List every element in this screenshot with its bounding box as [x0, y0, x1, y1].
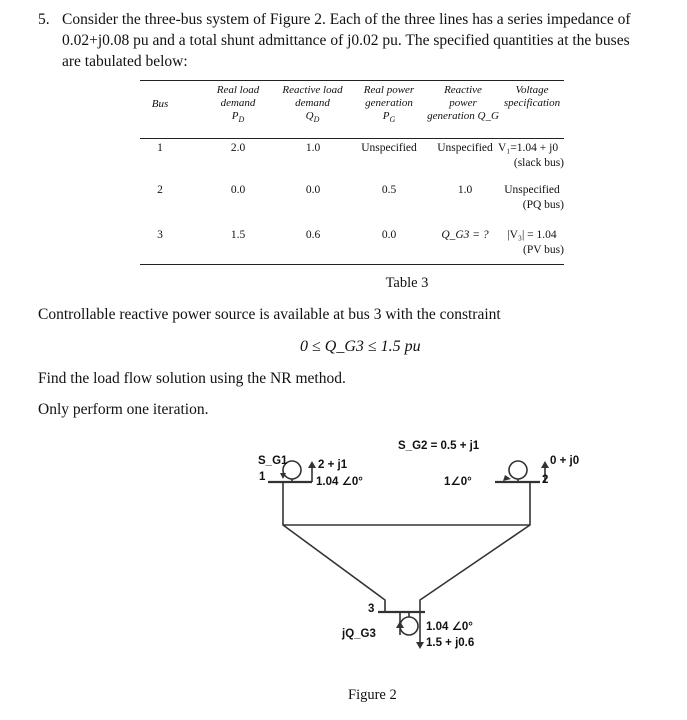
- row3-bus-type: (PV bus): [522, 244, 564, 256]
- header-qg: Reactive power generation Q_G: [427, 84, 499, 122]
- header-bus: Bus: [151, 98, 169, 110]
- row2-qg: 1.0: [457, 184, 473, 196]
- row2-pd: 0.0: [230, 184, 246, 196]
- row1-bus-type: (slack bus): [513, 157, 564, 169]
- row3-pg: 0.0: [381, 229, 397, 241]
- question-line-3: are tabulated below:: [62, 53, 188, 70]
- figure-caption: Figure 2: [348, 687, 397, 703]
- question-number: 5.: [38, 11, 50, 28]
- row2-voltage: Unspecified: [504, 184, 560, 196]
- load3-label: 1.5 + j0.6: [426, 637, 475, 649]
- row1-qg: Unspecified: [437, 142, 493, 154]
- row2-bus-type: (PQ bus): [522, 199, 564, 211]
- row3-pd: 1.5: [230, 229, 246, 241]
- table-caption: Table 3: [385, 275, 429, 291]
- row2-bus: 2: [157, 184, 163, 196]
- find-instruction: Find the load flow solution using the NR method.: [38, 370, 346, 387]
- load2-label: 0 + j0: [550, 455, 580, 467]
- row1-voltage: V₁=1.04 + j0: [498, 142, 559, 154]
- constraint-equation: 0 ≤ Q_G3 ≤ 1.5 pu: [300, 338, 421, 355]
- qd-symbol: $Q_D$: [305, 110, 320, 125]
- sg1-label: S_G1: [258, 455, 288, 467]
- bus1-voltage: 1.04 ∠0°: [316, 476, 363, 488]
- line-2-3: [420, 482, 530, 612]
- bus2-number: 2: [542, 474, 549, 486]
- iteration-instruction: Only perform one iteration.: [38, 401, 209, 418]
- bus3-voltage: 1.04 ∠0°: [426, 621, 473, 633]
- row1-bus: 1: [157, 142, 163, 154]
- bus3-number: 3: [368, 603, 375, 615]
- sg2-label: S_G2 = 0.5 + j1: [398, 440, 480, 452]
- constraint-intro: Controllable reactive power source is available at bus 3 with the constraint: [38, 306, 501, 323]
- row3-voltage: |V₃| = 1.04: [507, 229, 557, 241]
- row2-qd: 0.0: [305, 184, 321, 196]
- row3-bus: 3: [157, 229, 163, 241]
- row1-qd: 1.0: [305, 142, 321, 154]
- generator-2-icon: [509, 461, 527, 479]
- row3-qd: 0.6: [305, 229, 321, 241]
- row1-pg: Unspecified: [361, 142, 417, 154]
- header-qd: Reactive load demand $Q_D$: [275, 84, 350, 126]
- load1-label: 2 + j1: [318, 459, 348, 471]
- bus1-number: 1: [259, 471, 266, 483]
- line-1-3: [283, 482, 385, 612]
- bus2-voltage: 1∠0°: [444, 476, 472, 488]
- header-pg: Real power generation $P_G$: [354, 84, 424, 126]
- row3-qg: Q_G3 = ?: [441, 229, 489, 241]
- pd-symbol: $P_D$: [231, 110, 245, 125]
- pg-symbol: $P_G$: [382, 110, 396, 125]
- question-line-2: 0.02+j0.08 pu and a total shunt admittance of j0.02 pu. The specified quantities at the buses: [62, 32, 630, 49]
- header-pd: Real load demand $P_D$: [203, 84, 273, 126]
- question-line-1: Consider the three-bus system of Figure 2. Each of the three lines has a series impedance of: [62, 11, 631, 28]
- header-voltage: Voltage specification: [503, 84, 561, 109]
- row1-pd: 2.0: [230, 142, 246, 154]
- row2-pg: 0.5: [381, 184, 397, 196]
- qg3-label: jQ_G3: [342, 628, 376, 640]
